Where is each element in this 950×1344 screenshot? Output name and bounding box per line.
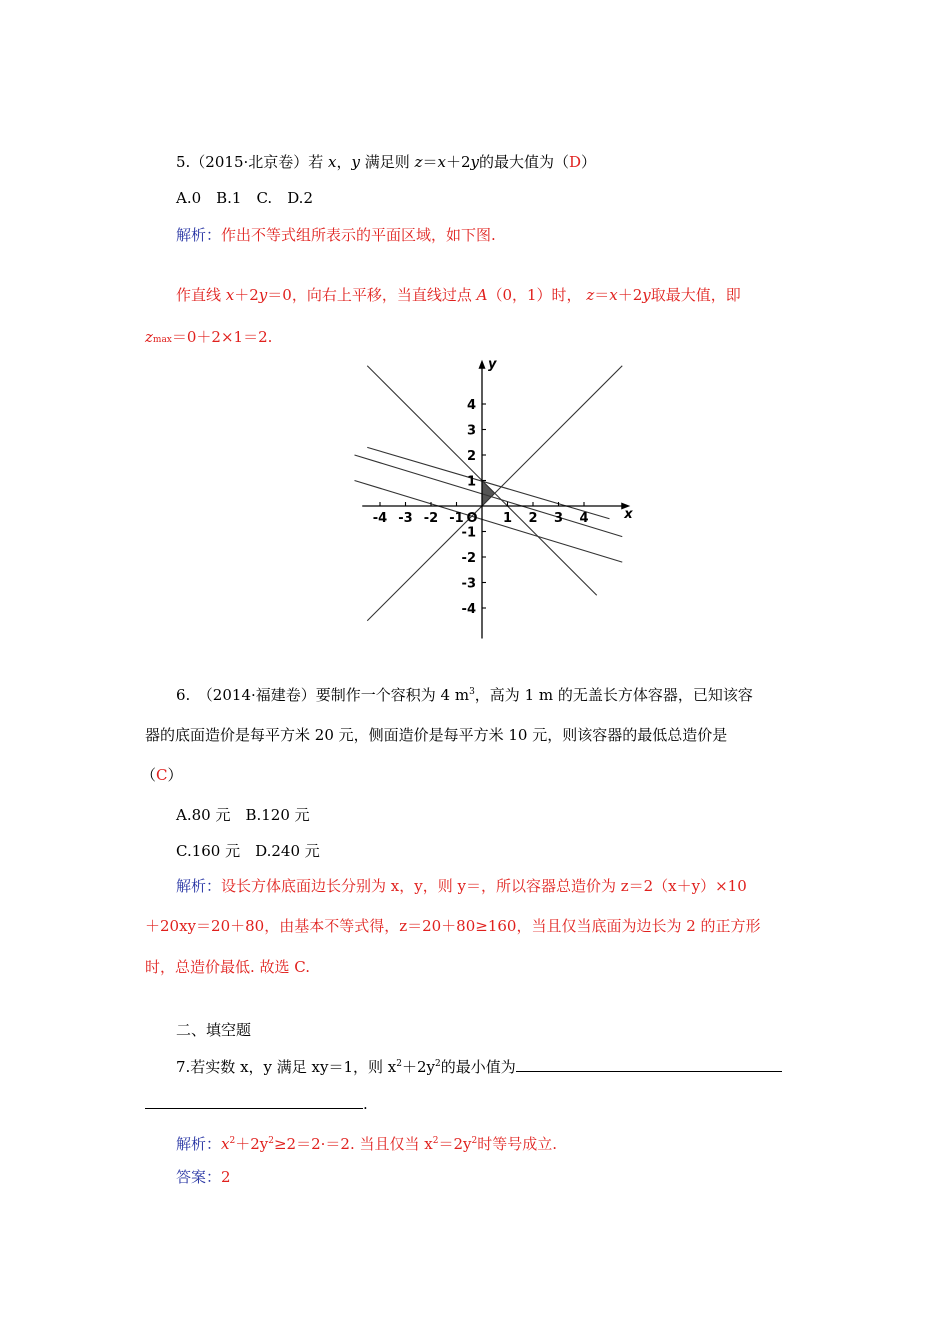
series-line-4 bbox=[367, 447, 609, 518]
y-tick-label-1: 3 bbox=[466, 423, 476, 439]
q6-stem-2: 器的底面造价是每平方米 20 元，侧面造价是每平方米 10 元，则该容器的最低总造价是 bbox=[145, 726, 728, 744]
x-tick-label-5: 1 bbox=[502, 511, 513, 526]
analysis-label: 解析： bbox=[176, 1135, 222, 1153]
x-tick-label-1: -3 bbox=[398, 511, 413, 526]
q6-analysis-3: 时，总造价最低. 故选 C. bbox=[145, 958, 311, 976]
x-axis-label: x bbox=[624, 507, 633, 522]
y-tick-label-4: -1 bbox=[461, 525, 476, 541]
y-tick-label-2: 2 bbox=[466, 449, 476, 464]
y-tick-label-3: 1 bbox=[466, 474, 476, 490]
answer-label: 答案： bbox=[176, 1168, 222, 1186]
coordinate-figure bbox=[340, 356, 640, 640]
answer-blank-1[interactable] bbox=[516, 1057, 782, 1072]
y-tick-label-0: 4 bbox=[466, 398, 476, 413]
q5-options: A.0 B.1 C. D.2 bbox=[176, 189, 313, 207]
q6-stem-1: 6. （2014·福建卷）要制作一个容积为 4 $m^3$，高为 1 m 的无盖长方体容器，已知该容 bbox=[176, 686, 753, 704]
x-tick-label-6: 2 bbox=[528, 511, 538, 526]
figure-lines bbox=[355, 366, 623, 621]
q5-analysis-3: zmax＝0＋2×1＝2. bbox=[145, 328, 273, 346]
section-title: 二、填空题 bbox=[176, 1021, 252, 1039]
x-tick-label-7: 3 bbox=[553, 511, 564, 526]
q5-stem: 5.（2015·北京卷）若 x，y 满足则 z＝x＋2y的最大值为（D） bbox=[176, 153, 597, 171]
x-tick-label-3: -1 bbox=[449, 511, 464, 526]
analysis-label: 解析： bbox=[176, 877, 222, 895]
q6-analysis-2: ＋20xy＝20＋80，由基本不等式得，z＝20＋80≥160，当且仅当底面为边长为 2 的正方形 bbox=[145, 917, 761, 935]
q6-options-ab: A.80 元 B.120 元 bbox=[176, 806, 310, 824]
q7-answer: 2 bbox=[221, 1168, 231, 1186]
q5-analysis-2: 作直线 x＋2y＝0，向右上平移，当直线过点 A（0，1）时， z＝x＋2y取最大值，即 bbox=[176, 286, 741, 304]
q6-stem-3: （C） bbox=[141, 766, 183, 784]
q6-analysis-1: 解析：设长方体底面边长分别为 x，y，则 y＝，所以容器总造价为 z＝2（x＋y）×10 bbox=[176, 877, 747, 895]
y-tick-label-6: -3 bbox=[461, 576, 476, 592]
q6-answer: C bbox=[156, 766, 168, 784]
answer-blank-2[interactable] bbox=[145, 1094, 363, 1109]
x-tick-label-0: -4 bbox=[372, 511, 388, 526]
q7-answer-line bbox=[176, 1166, 231, 1188]
origin-label: O bbox=[466, 511, 478, 526]
y-axis-arrow bbox=[479, 360, 486, 369]
y-tick-label-7: -4 bbox=[461, 602, 476, 617]
analysis-label: 解析： bbox=[176, 226, 222, 244]
x-tick-label-8: 4 bbox=[579, 511, 589, 526]
q7-stem: 7.若实数 x，y 满足 xy＝1，则 $x^2+2y^2$的最小值为 bbox=[176, 1056, 782, 1078]
q7-analysis: 解析：$x^2+2y^2\ge 2=2\cdot=2$. 当且仅当 $x^2=2y^2$时等号成立. bbox=[176, 1135, 557, 1153]
q5-analysis-1: 解析：作出不等式组所表示的平面区域，如下图. bbox=[176, 226, 496, 244]
q7-blank-line: . bbox=[145, 1093, 368, 1115]
q6-options-cd: C.160 元 D.240 元 bbox=[176, 842, 320, 860]
q5-answer: D bbox=[569, 153, 582, 171]
y-axis-label: y bbox=[488, 356, 497, 372]
y-tick-label-5: -2 bbox=[461, 551, 476, 566]
x-tick-label-2: -2 bbox=[423, 511, 439, 526]
